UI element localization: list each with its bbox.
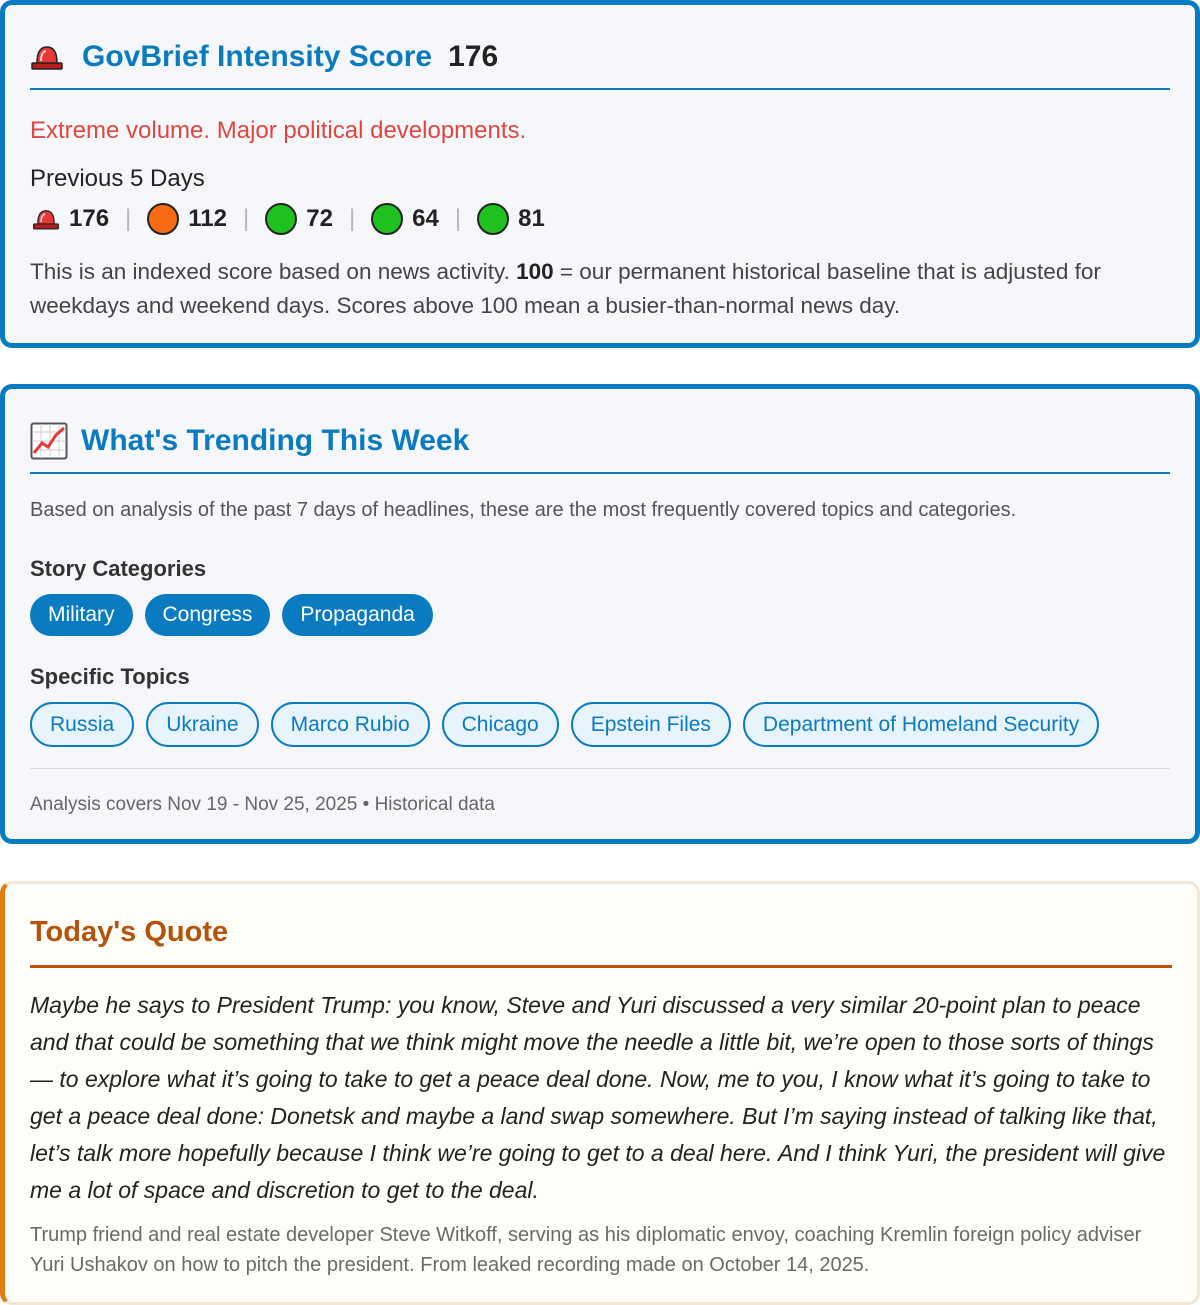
green-circle-icon: [371, 203, 403, 235]
day-score: [265, 203, 333, 235]
category-pill[interactable]: Congress: [145, 594, 271, 636]
category-pill[interactable]: Military: [30, 594, 133, 636]
day-score: [32, 205, 109, 233]
separator: |: [348, 205, 356, 232]
topic-pill[interactable]: Epstein Files: [571, 702, 731, 747]
quote-card: [0, 881, 1200, 1305]
day-score: [371, 203, 439, 235]
separator: |: [243, 205, 250, 232]
intensity-header: [30, 35, 1170, 79]
topic-pill[interactable]: Ukraine: [146, 702, 258, 747]
orange-circle-icon: [147, 203, 179, 235]
separator: |: [454, 205, 462, 232]
siren-icon: [32, 207, 60, 231]
intensity-status: Extreme volume. Major political developments.: [30, 117, 527, 144]
category-pills: [30, 594, 433, 636]
intensity-description: [30, 255, 1155, 323]
quote-divider: [30, 965, 1172, 968]
day-score: [477, 203, 545, 235]
trending-card: [0, 384, 1200, 844]
category-pill[interactable]: Propaganda: [282, 594, 432, 636]
description-suffix: = our permanent historical baseline that is adjusted for weekdays and weekend days. Scores above 100 mean a busier-than-normal news day.: [30, 259, 1101, 318]
topic-pills: [30, 702, 1099, 747]
topic-pill[interactable]: Department of Homeland Security: [743, 702, 1099, 747]
header-divider: [30, 472, 1170, 474]
topic-pill[interactable]: Russia: [30, 702, 134, 747]
siren-icon: [30, 43, 64, 71]
day-score-value: 112: [188, 205, 227, 232]
quote-title: Today's Quote: [30, 916, 229, 948]
day-score-value: 176: [69, 205, 110, 232]
trending-title: What's Trending This Week: [81, 424, 470, 457]
topic-pill[interactable]: Chicago: [442, 702, 559, 747]
footer-divider: [30, 768, 1170, 769]
previous-days-list: [32, 201, 545, 237]
green-circle-icon: [477, 203, 509, 235]
topic-pill[interactable]: Marco Rubio: [271, 702, 430, 747]
day-score-value: 64: [412, 205, 439, 232]
day-score-value: 72: [306, 205, 333, 232]
quote-attribution: Trump friend and real estate developer Steve Witkoff, serving as his diplomatic envoy, coaching Kremlin foreign policy adviser Yuri Ushakov on how to pitch the president. From leaked recording made on October 14, 2025.: [30, 1224, 1142, 1276]
description-prefix: This is an indexed score based on news activity.: [30, 259, 510, 284]
separator: |: [125, 205, 132, 232]
day-score: [147, 203, 227, 235]
intensity-score-card: [0, 0, 1200, 348]
green-circle-icon: [265, 203, 297, 235]
topics-label: Specific Topics: [30, 664, 190, 689]
categories-label: Story Categories: [30, 556, 207, 581]
previous-days-label: Previous 5 Days: [30, 165, 205, 192]
baseline-value: 100: [516, 259, 554, 284]
intensity-title: GovBrief Intensity Score: [82, 40, 433, 73]
quote-text: Maybe he says to President Trump: you know, Steve and Yuri discussed a very similar 20-point plan to peace and that could be something that we think might move the needle a little bit, we’re open to those sorts of things — to explore what it’s going to take to get a peace deal done. Now, me to you, I know what it’s going to take to get a peace deal done: Donetsk and maybe a land swap somewhere. But I’m saying instead of talking like that, let’s talk more hopefully because I think we’re going to get to a deal here. And I think Yuri, the president will give me a lot of space and discretion to get to the deal.: [30, 992, 1166, 1203]
header-divider: [30, 88, 1170, 90]
day-score-value: 81: [518, 205, 545, 232]
trending-header: [30, 419, 1170, 463]
analysis-footnote: Analysis covers Nov 19 - Nov 25, 2025 • Historical data: [30, 794, 495, 815]
intensity-score: 176: [448, 40, 499, 73]
chart-increasing-icon: [30, 422, 68, 460]
trending-subtitle: Based on analysis of the past 7 days of headlines, these are the most frequently covered topics and categories.: [30, 499, 1017, 521]
